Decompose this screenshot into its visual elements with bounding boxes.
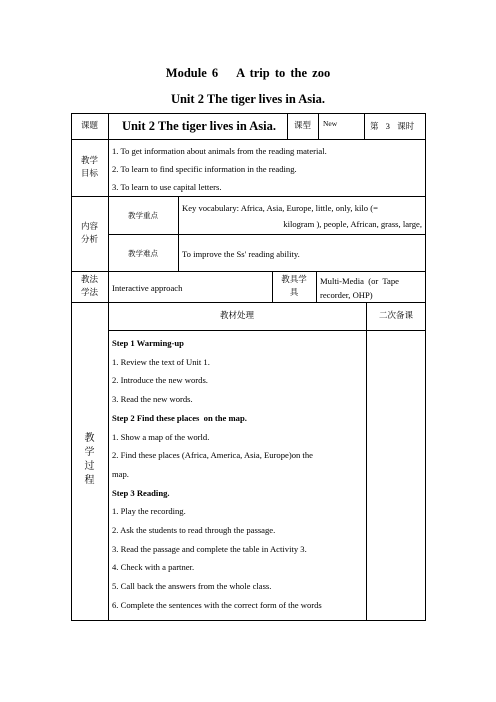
methods-label-line1: 教法 [80,275,98,285]
module-topic: A trip to the zoo [236,66,331,80]
content-label-line2: 分析 [80,235,98,245]
objectives-label-line2: 目标 [80,169,98,179]
process-step-heading: Step 1 Warming-up [112,338,184,348]
col-divider [366,302,367,621]
module-title [0,66,496,81]
table-border-right [425,113,426,621]
process-step-item: 2. Ask the students to read through the passage. [112,525,276,536]
process-step-item: 4. Check with a partner. [112,562,195,573]
methods-value: Interactive approach [112,283,183,293]
teaching-aids-label-line1: 教具学 [281,275,307,285]
period-count [370,120,422,133]
process-step-item: 1. Play the recording. [112,506,186,517]
table-border-bottom [71,620,426,621]
teaching-aids-label-line2: 具 [289,288,299,298]
process-step-heading: Step 2 Find these places on the map. [112,412,247,423]
period-number: 3 [385,121,390,131]
lesson-label: 课题 [80,121,98,131]
lesson-type-value: New [323,119,338,128]
process-step-item: 2. Find these places (Africa, America, Asia, Europe)on the [112,450,313,461]
unit-title: Unit 2 The tiger lives in Asia. [170,92,326,106]
period-prefix: 第 [370,122,379,132]
objectives-label [71,155,108,181]
key-points-label: 教学重点 [128,211,158,220]
teaching-aids-line1: Multi-Media (or Tape [320,276,399,286]
process-step-heading: Step 3 Reading. [112,487,170,498]
process-label-char: 教 [84,433,95,444]
process-step-item: 5. Call back the answers from the whole class. [112,581,272,592]
objectives-list [112,142,422,196]
process-label-char: 学 [84,447,95,458]
process-step-item: 1. Review the text of Unit 1. [112,356,210,367]
methods-label [71,274,108,300]
lesson-title: Unit 2 The tiger lives in Asia. [121,119,277,133]
period-suffix: 课时 [397,122,415,132]
objectives-label-line1: 教学 [80,156,98,166]
process-step-item: 6. Complete the sentences with the correct form of the words [112,599,322,610]
methods-label-line2: 学法 [80,288,98,298]
row-divider [71,302,426,303]
key-vocab-line2: kilogram ), people, African, grass, large, [283,219,422,229]
col-divider [316,271,317,303]
content-label-line1: 内容 [80,222,98,232]
row-divider [108,234,426,235]
process-steps [112,334,364,615]
module-label: Module 6 [165,66,219,80]
process-label-char: 程 [84,475,95,486]
lesson-type-label: 课型 [293,121,311,131]
row-divider [71,139,426,140]
row-divider [71,196,426,197]
teaching-aids-value [320,274,422,302]
process-step-item: 1. Show a map of the world. [112,431,210,442]
process-label [71,432,108,488]
key-points-text [182,200,422,232]
process-step-item: map. [112,468,129,479]
table-border-top [71,113,426,114]
process-label-char: 过 [84,461,95,472]
row-divider [71,271,426,272]
row-divider [108,330,426,331]
objective-item: 1. To get information about animals from the reading material. [112,146,327,156]
col-divider [318,113,319,140]
table-border-left [71,113,72,621]
key-vocab-line1: Key vocabulary: Africa, Asia, Europe, little, only, kilo (= [182,203,378,213]
teaching-aids-label [272,274,316,300]
difficult-points-text: To improve the Ss' reading ability. [182,249,300,259]
content-label [71,221,108,247]
process-step-item: 3. Read the passage and complete the table in Activity 3. [112,543,307,554]
objective-item: 2. To learn to find specific information in the reading. [112,164,297,174]
teaching-aids-line2: recorder, OHP) [320,290,373,300]
difficult-points-label: 教学难点 [128,249,158,258]
objective-item: 3. To learn to use capital letters. [112,182,222,192]
process-step-item: 2. Introduce the new words. [112,375,208,386]
second-prep-header: 二次备课 [378,311,413,321]
col-divider [108,113,109,621]
col-divider [364,113,365,140]
process-step-item: 3. Read the new words. [112,394,193,405]
materials-handling-header: 教材处理 [219,311,254,321]
col-divider [178,196,179,272]
